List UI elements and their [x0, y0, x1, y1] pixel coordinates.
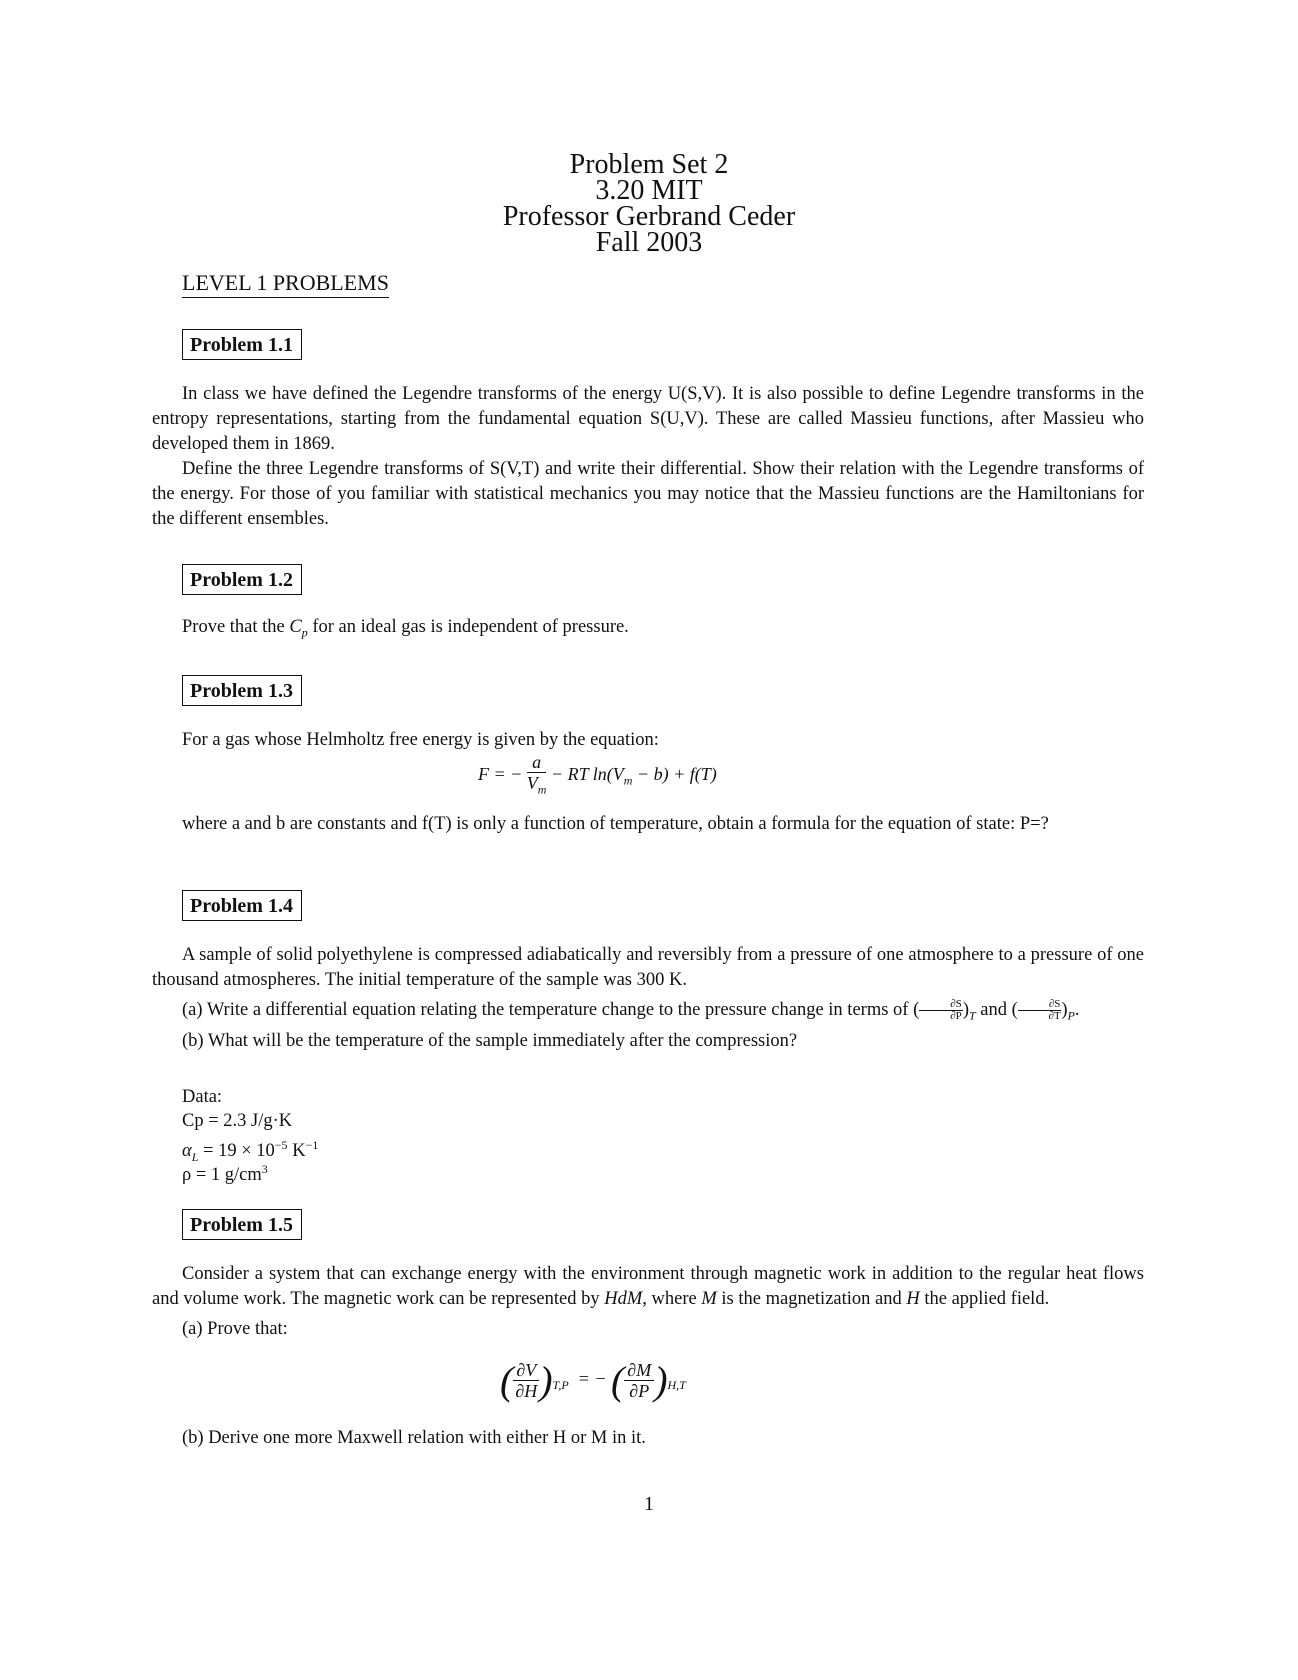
problem-1-2-text: [182, 615, 629, 646]
paragraph: A sample of solid polyethylene is compressed adiabatically and reversibly from a pressure of one atmosphere to a pressure of one thousand atmospheres. The initial temperature of the sample was 300 K.: [152, 945, 1144, 990]
paragraph: Consider a system that can exchange energy with the environment through magnetic work in addition to the regular heat flows and volume work. The magnetic work can be represented by HdM, where M is the magnetization and H the applied field.: [152, 1264, 1144, 1309]
problem-1-5-text: [152, 1262, 1144, 1342]
problem-label: Problem 1.2: [182, 564, 302, 595]
fraction: $\frac{a}{V_m}$: [526, 752, 547, 797]
professor: Professor Gerbrand Ceder: [502, 201, 796, 232]
problem-1-3-text: [152, 812, 1144, 837]
part-b: (b) What will be the temperature of the sample immediately after the compression?: [182, 1030, 798, 1051]
paragraph: Define the three Legendre transforms of S(V,T) and write their differential. Show their relation with the Legendre transforms of the energy. For those of you familiar with statistical mechanics you may notice that the Massieu functions are the Hamiltonians for the different ensembles.: [152, 459, 1144, 529]
paragraph: In class we have defined the Legendre transforms of the energy U(S,V). It is also possible to define Legendre transforms in the entropy representations, starting from the fundamental equation S(U,V). These are called Massieu functions, after Massieu who developed them in 1869.: [152, 384, 1144, 454]
data-alpha: $\alpha_L = 19 \times 10^{-5}$ $K^{-1}$: [182, 1138, 319, 1164]
part-a: (a) Prove that:: [182, 1319, 288, 1339]
title: Problem Set 2: [569, 149, 729, 180]
cp-symbol: $C_p$: [289, 617, 308, 640]
problem-label: Problem 1.3: [182, 675, 302, 706]
problem-label: Problem 1.1: [182, 329, 302, 360]
problem-label: Problem 1.4: [182, 890, 302, 921]
data-label: Data:: [182, 1087, 223, 1107]
maxwell-relation: ( $\frac{\partial V}{\partial H}$ )$_{T,P}$ = − ( $\frac{\partial M}{\partial P}$ )$_{H,T}$: [500, 1358, 686, 1403]
term: Fall 2003: [595, 227, 703, 258]
page-number: 1: [644, 1493, 654, 1515]
course: 3.20 MIT: [595, 175, 703, 206]
problem-label: Problem 1.5: [182, 1209, 302, 1240]
text: Prove that the: [182, 617, 290, 637]
text: for an ideal gas is independent of pressure.: [307, 617, 629, 637]
helmholtz-equation: F = − $\frac{a}{V_m}$ − RT $\ln(V_m - b) + f(T)$: [478, 752, 717, 800]
document-header: [0, 149, 1298, 258]
problem-1-4-text: [152, 943, 1144, 1054]
paragraph: where a and b are constants and f(T) is only a function of temperature, obtain a formula for the equation of state: P=?: [182, 814, 1049, 834]
problem-1-1-text: [152, 382, 1144, 532]
data-cp: Cp = 2.3 J/g·K: [182, 1111, 293, 1131]
data-rho: ρ = 1 $g/cm^3$: [182, 1162, 268, 1186]
problem-1-3-intro: For a gas whose Helmholtz free energy is given by the equation:: [182, 730, 659, 750]
part-a: (a) Write a differential equation relating the temperature change to the pressure change in terms of ( $\frac{\partial S}{\partial P}$ )$_T$ and ( $\frac{\partial S}{\partial T}$ )$_P$.: [182, 998, 1080, 1023]
part-b: (b) Derive one more Maxwell relation with either H or M in it.: [182, 1428, 646, 1448]
section-heading: LEVEL 1 PROBLEMS: [182, 270, 389, 298]
